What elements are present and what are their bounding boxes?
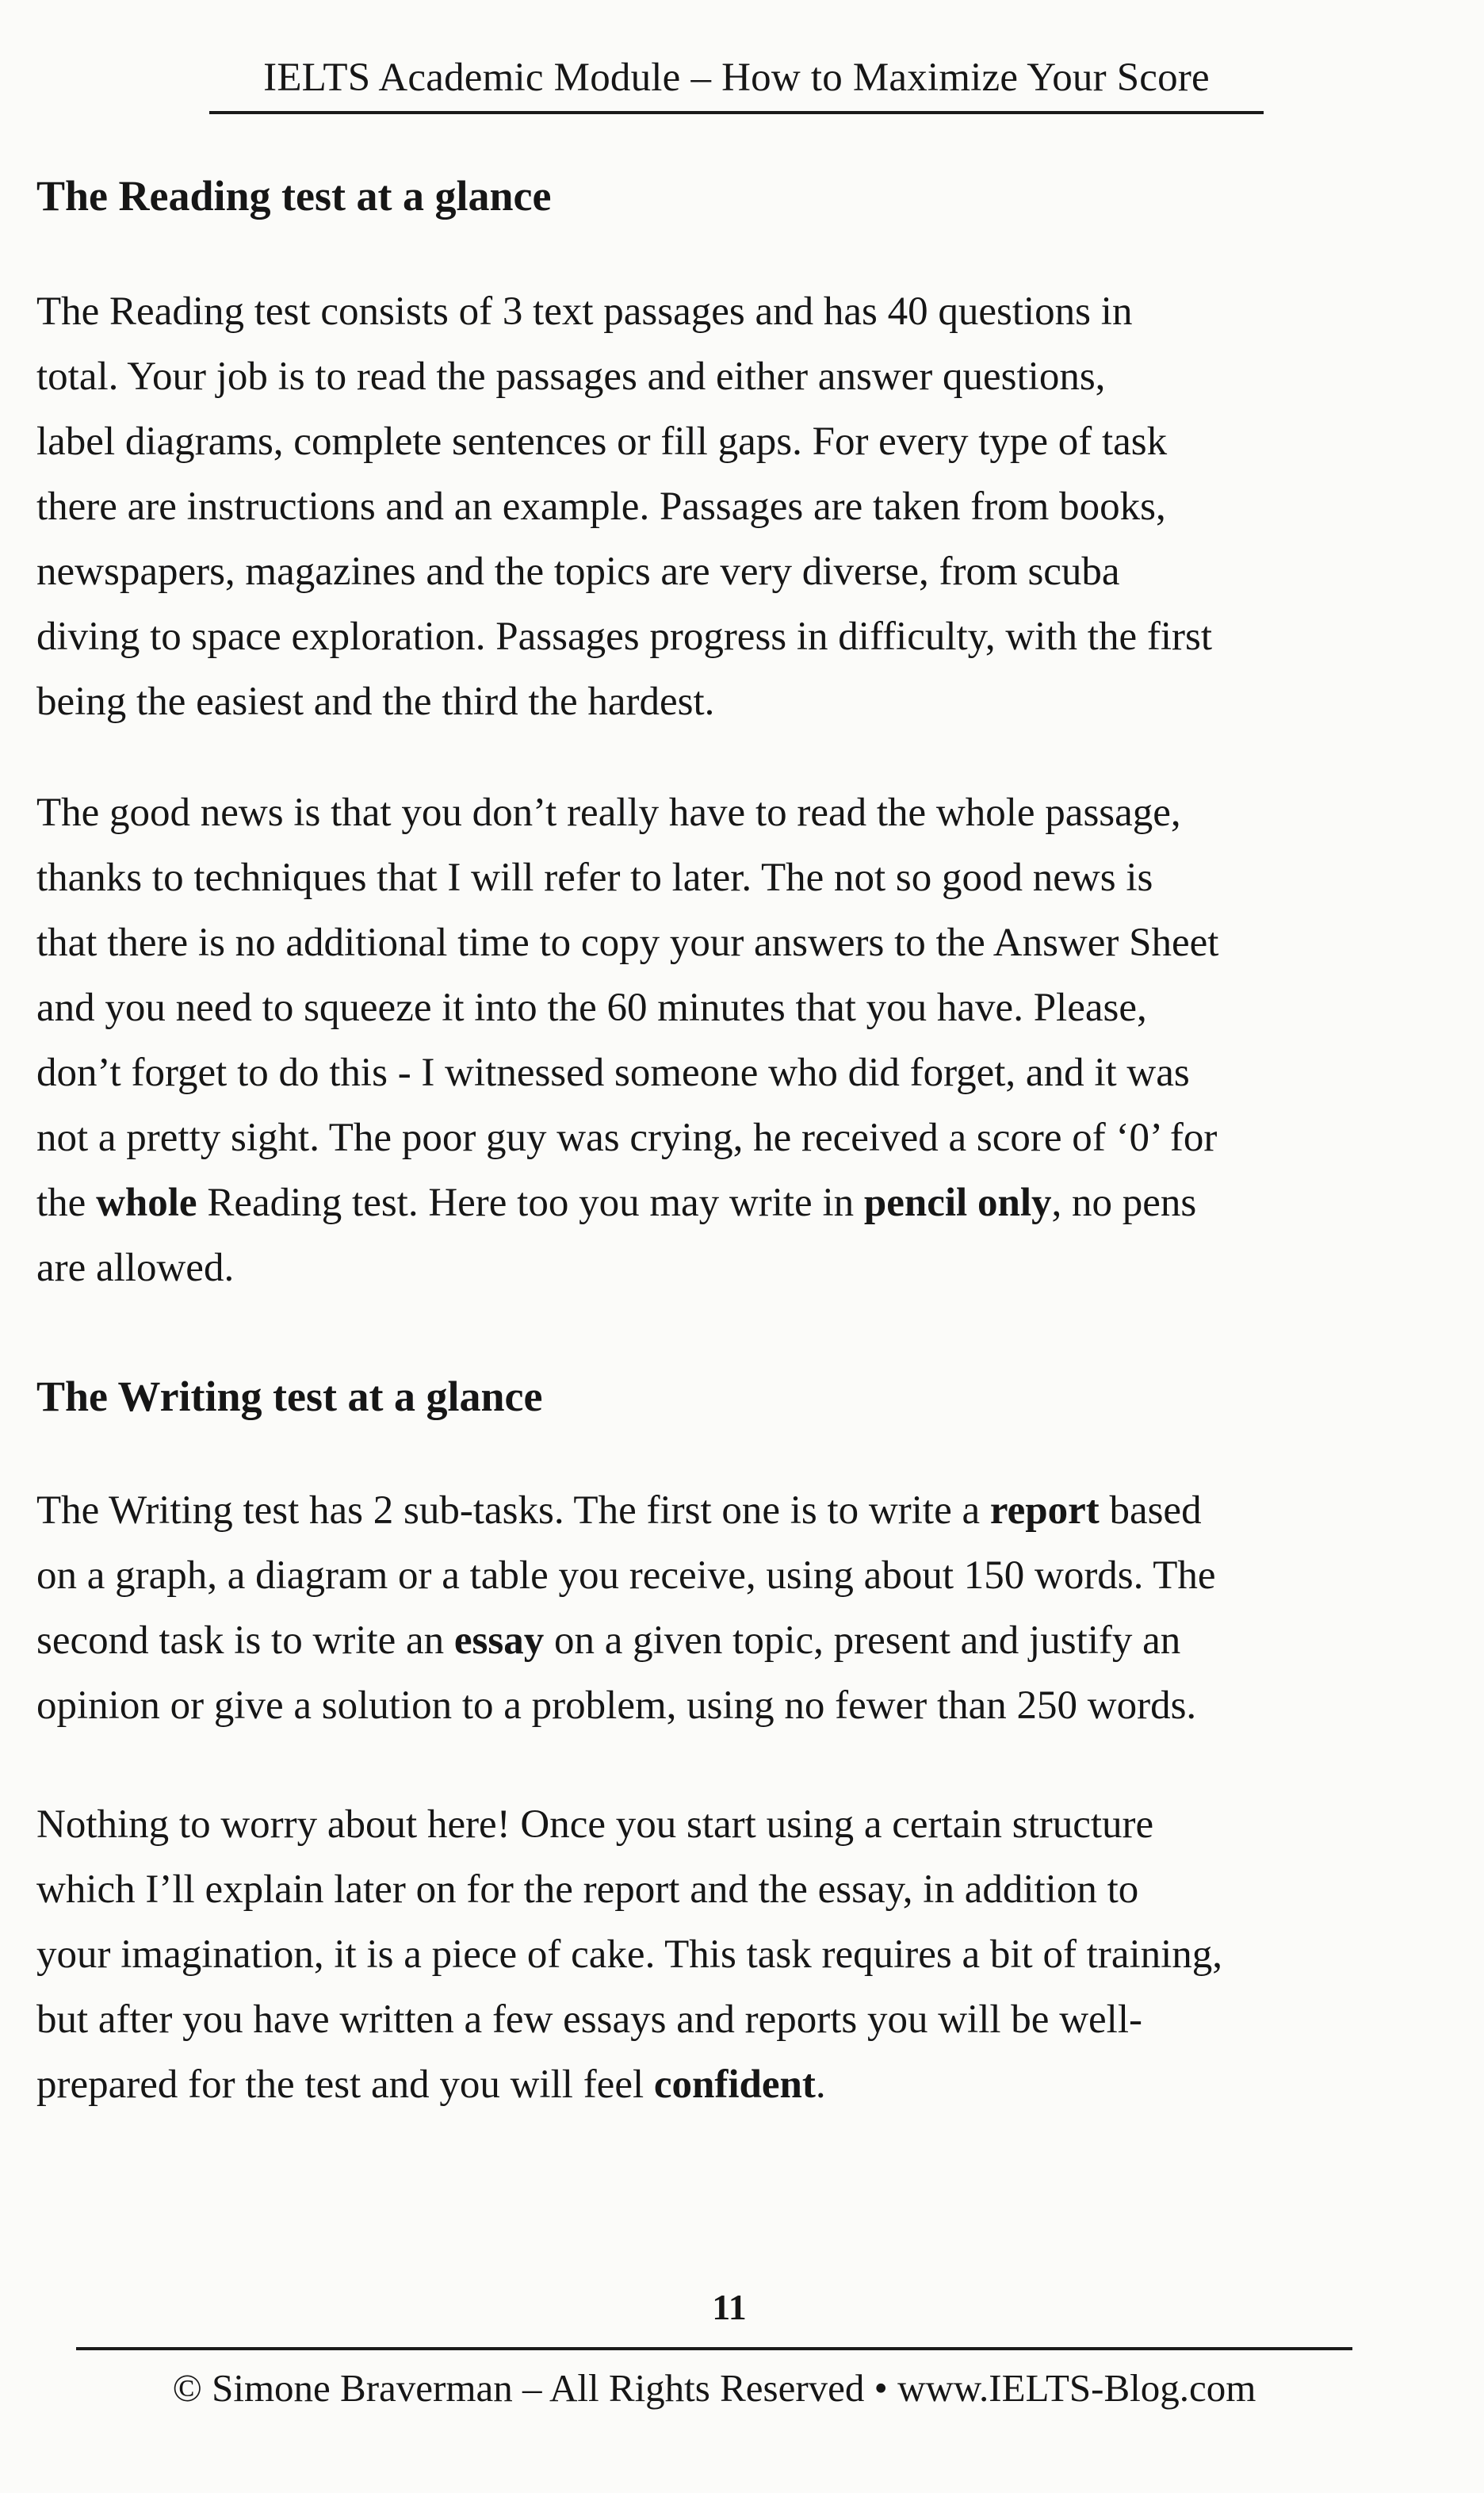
text-run: , no pens bbox=[1051, 1181, 1197, 1225]
text-run: prepared for the test and you will feel bbox=[36, 2062, 654, 2107]
emphasis-pencil-only: pencil only bbox=[863, 1181, 1052, 1225]
page-number: 11 bbox=[712, 2287, 747, 2327]
text-run: on a given topic, present and justify an bbox=[544, 1618, 1181, 1663]
text-line: diving to space exploration. Passages progress in difficulty, with the first bbox=[36, 615, 1212, 659]
text-run: . bbox=[815, 2062, 826, 2107]
text-line: on a graph, a diagram or a table you receive, using about 150 words. The bbox=[36, 1553, 1216, 1598]
text-line: but after you have written a few essays and reports you will be well- bbox=[36, 1997, 1142, 2042]
text-line: and you need to squeeze it into the 60 minutes that you have. Please, bbox=[36, 986, 1147, 1030]
text-run: The Writing test has 2 sub-tasks. The first one is to write a bbox=[36, 1488, 990, 1533]
text-line bbox=[36, 2052, 1455, 2117]
text-line bbox=[36, 1170, 1455, 1235]
text-run: the bbox=[36, 1181, 97, 1225]
text-line: not a pretty sight. The poor guy was crying, he received a score of ‘0’ for bbox=[36, 1116, 1218, 1160]
text-line: Nothing to worry about here! Once you start using a certain structure bbox=[36, 1802, 1154, 1847]
text-line: label diagrams, complete sentences or fill gaps. For every type of task bbox=[36, 419, 1168, 464]
section-heading-reading: The Reading test at a glance bbox=[36, 172, 552, 220]
text-run: based bbox=[1099, 1488, 1202, 1533]
text-line: are allowed. bbox=[36, 1246, 235, 1290]
text-line: which I’ll explain later on for the report and the essay, in addition to bbox=[36, 1867, 1139, 1912]
section-heading-writing: The Writing test at a glance bbox=[36, 1373, 543, 1420]
text-run: second task is to write an bbox=[36, 1618, 454, 1663]
emphasis-report: report bbox=[989, 1488, 1100, 1533]
reading-paragraph-2 bbox=[36, 780, 1455, 1300]
header-divider bbox=[209, 111, 1264, 114]
text-line: newspapers, magazines and the topics are very diverse, from scuba bbox=[36, 550, 1120, 594]
text-run: Reading test. Here too you may write in bbox=[197, 1181, 864, 1225]
emphasis-whole: whole bbox=[96, 1181, 197, 1225]
footer-divider bbox=[76, 2347, 1352, 2350]
writing-paragraph-1 bbox=[36, 1478, 1455, 1738]
writing-paragraph-2 bbox=[36, 1792, 1455, 2117]
text-line: your imagination, it is a piece of cake. This task requires a bit of training, bbox=[36, 1932, 1223, 1977]
emphasis-essay: essay bbox=[453, 1618, 545, 1663]
page-header: IELTS Academic Module – How to Maximize Your Score bbox=[263, 56, 1210, 100]
text-line: opinion or give a solution to a problem, using no fewer than 250 words. bbox=[36, 1683, 1197, 1728]
text-line: The good news is that you don’t really have to read the whole passage, bbox=[36, 791, 1181, 835]
text-line: The Reading test consists of 3 text passages and has 40 questions in bbox=[36, 289, 1133, 334]
text-line bbox=[36, 1608, 1455, 1673]
text-line: being the easiest and the third the hardest. bbox=[36, 680, 715, 724]
reading-paragraph-1 bbox=[36, 279, 1455, 734]
text-line: total. Your job is to read the passages and either answer questions, bbox=[36, 354, 1106, 399]
text-line bbox=[36, 1478, 1455, 1543]
text-line: that there is no additional time to copy your answers to the Answer Sheet bbox=[36, 921, 1219, 965]
emphasis-confident: confident bbox=[653, 2062, 816, 2107]
footer-copyright: © Simone Braverman – All Rights Reserved • www.IELTS-Blog.com bbox=[172, 2366, 1256, 2410]
text-line: there are instructions and an example. Passages are taken from books, bbox=[36, 484, 1166, 529]
text-line: don’t forget to do this - I witnessed someone who did forget, and it was bbox=[36, 1051, 1190, 1095]
text-line: thanks to techniques that I will refer to later. The not so good news is bbox=[36, 856, 1153, 900]
